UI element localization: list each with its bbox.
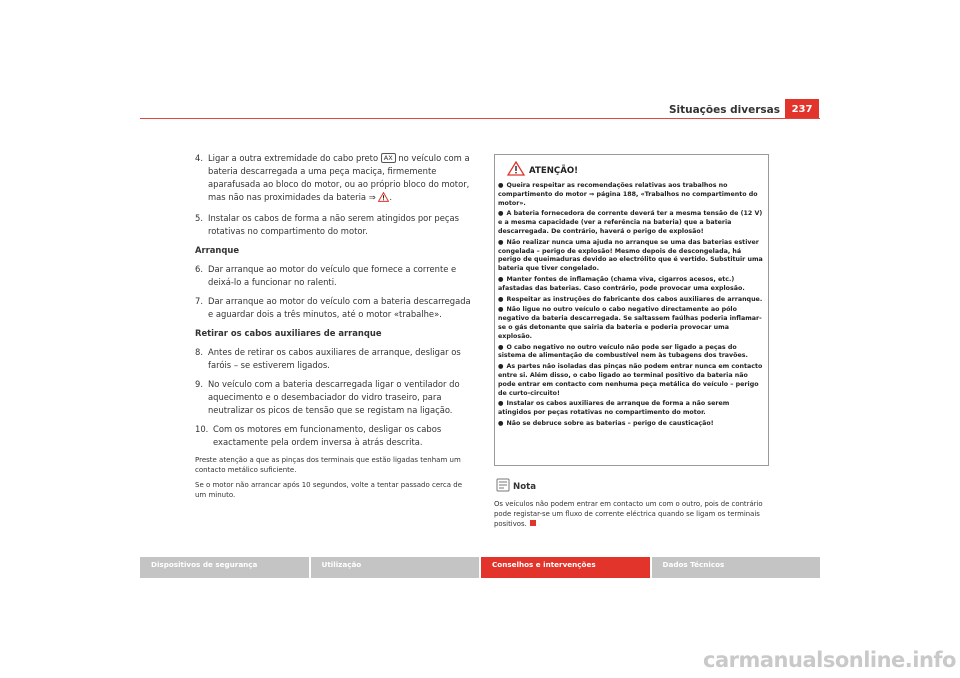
- step-number: 10.: [195, 424, 209, 434]
- terminal-key-label: AX: [381, 153, 396, 163]
- warning-item: [498, 344, 764, 362]
- header-divider: [140, 118, 820, 119]
- step-number: 6.: [195, 264, 203, 274]
- step-text: Dar arranque ao motor do veículo que fornece a corrente e deixá-lo a funcionar no ralenti.: [208, 264, 457, 287]
- warning-item: [498, 363, 764, 398]
- warning-header: [507, 161, 578, 180]
- warning-item-text: Manter fontes de inflamação (chama viva, cigarros acesos, etc.) afastadas das baterias. Caso contrário, pode provocar uma explosão.: [498, 275, 745, 292]
- step-text: Antes de retirar os cabos auxiliares de arranque, desligar os faróis – se estiverem ligados.: [208, 347, 461, 370]
- warning-list: [498, 182, 764, 431]
- warning-item-text: Queira respeitar as recomendações relativas aos trabalhos no compartimento do motor ⇒ página 188, «Trabalhos no compartimento do motor».: [498, 182, 758, 207]
- section-heading-start: Arranque: [195, 245, 239, 255]
- step-text: Com os motores em funcionamento, desligar os cabos exactamente pela ordem inversa à atrás descrita.: [213, 424, 442, 447]
- bullet-icon: ●: [498, 238, 504, 246]
- step-6: [195, 263, 475, 289]
- bullet-icon: ●: [498, 363, 504, 371]
- warning-item: [498, 210, 764, 236]
- warning-item-text: Respeitar as instruções do fabricante dos cabos auxiliares de arranque.: [506, 295, 763, 303]
- step-text: Instalar os cabos de forma a não serem atingidos por peças rotativas no compartimento do motor.: [208, 213, 459, 236]
- warning-item-text: Instalar os cabos auxiliares de arranque de forma a não serem atingidos por peças rotativas no compartimento do motor.: [498, 400, 730, 417]
- bullet-icon: ●: [498, 419, 504, 427]
- step-text-part: Ligar a outra extremidade do cabo preto: [208, 153, 381, 163]
- instructions-column: [195, 152, 475, 505]
- bullet-icon: ●: [498, 400, 504, 408]
- bullet-icon: ●: [498, 182, 504, 189]
- section-heading-remove: Retirar os cabos auxiliares de arranque: [195, 328, 382, 338]
- warning-item: [498, 182, 764, 208]
- step-number: 8.: [195, 347, 203, 357]
- warning-item: [498, 306, 764, 341]
- footer-tab-safety[interactable]: Dispositivos de segurança: [140, 557, 309, 578]
- page-section-title: Situações diversas: [668, 104, 780, 116]
- footer-tab-advice[interactable]: Conselhos e intervenções: [481, 557, 650, 578]
- step-number: 7.: [195, 296, 203, 306]
- page-number-badge: 237: [785, 99, 819, 119]
- warning-item: [498, 239, 764, 274]
- step-7: [195, 295, 475, 321]
- note-text: Os veículos não podem entrar em contacto um com o outro, pois de contrário pode registar-se um fluxo de corrente eléctrica quando se ligam os terminais positivos.: [494, 500, 763, 528]
- warning-item: [498, 420, 764, 429]
- step-10: [195, 423, 475, 449]
- warning-box: [494, 154, 769, 466]
- note-block: [494, 478, 774, 529]
- bullet-icon: ●: [498, 275, 504, 283]
- step-number: 5.: [195, 213, 203, 223]
- warning-item: [498, 296, 764, 305]
- warning-item-text: A bateria fornecedora de corrente deverá ter a mesma tensão de (12 V) e a mesma capacidade (ver a referência na bateria) que a bateria descarregada. De contrário, haverá o perigo de explosão!: [498, 210, 763, 235]
- warning-item-text: O cabo negativo no outro veículo não pode ser ligado a peças do sistema de alimentação de combustível nem às tubagens dos travões.: [498, 343, 748, 360]
- step-text: No veículo com a bateria descarregada ligar o ventilador do aquecimento e o desembaciador do vidro traseiro, para neutralizar os picos de tensão que se registam na ligação.: [208, 379, 460, 415]
- footer-tab-usage[interactable]: Utilização: [311, 557, 480, 578]
- warning-item: [498, 400, 764, 418]
- step-8: [195, 346, 475, 372]
- warning-triangle-icon: [378, 192, 389, 206]
- end-of-section-icon: [530, 520, 536, 526]
- warning-triangle-icon: [507, 161, 525, 180]
- step-4: [195, 152, 475, 206]
- note-book-icon: [496, 478, 510, 495]
- warning-title: ATENÇÃO!: [529, 165, 579, 176]
- watermark-text: carmanualsonline.info: [703, 648, 956, 672]
- step-9: [195, 378, 475, 417]
- bullet-icon: ●: [498, 306, 504, 314]
- step-5: [195, 212, 475, 238]
- warning-item-text: Não realizar nunca uma ajuda no arranque se uma das baterias estiver congelada – perigo de explosão! Mesmo depois de descongelada, há perigo de queimaduras devido ao electrólito que é vertido. Substituir uma bateria que tiver congelado.: [498, 238, 763, 273]
- warning-item-text: As partes não isoladas das pinças não podem entrar nunca em contacto entre si. Além disso, o cabo ligado ao terminal positivo da bateria não pode entrar em contacto com nenhuma peça metálica do veículo – perigo de curto-circuito!: [498, 363, 763, 397]
- small-note: Preste atenção a que as pinças dos terminais que estão ligadas tenham um contacto metálico suficiente.: [195, 456, 461, 474]
- bullet-icon: ●: [498, 210, 504, 218]
- footer-tab-technical-data[interactable]: Dados Técnicos: [652, 557, 821, 578]
- note-header: [496, 478, 774, 495]
- step-text-end: .: [389, 192, 393, 202]
- note-title: Nota: [513, 481, 537, 492]
- small-note: Se o motor não arrancar após 10 segundos, volte a tentar passado cerca de um minuto.: [195, 481, 462, 499]
- step-text: Dar arranque ao motor do veículo com a bateria descarregada e aguardar dois a três minutos, até o motor «trabalhe».: [208, 296, 471, 319]
- bullet-icon: ●: [498, 295, 504, 303]
- warning-item: [498, 276, 764, 294]
- warning-item-text: Não ligue no outro veículo o cabo negativo directamente ao pólo negativo da bateria descarregada. Se saltassem faúlhas poderia inflamar-se o gás detonante que sairia da bateria e poderia provocar uma explosão.: [498, 306, 762, 340]
- footer-nav: [140, 557, 820, 578]
- step-number: 4.: [195, 153, 203, 163]
- step-number: 9.: [195, 379, 203, 389]
- step-text-part: no veículo com a bateria descarregada a uma peça maciça, firmemente aparafusada ao bloco do motor, ou ao próprio bloco do motor, mas não nas proximidades da bateria ⇒: [208, 153, 470, 202]
- warning-item-text: Não se debruce sobre as baterias – perigo de causticação!: [506, 419, 714, 427]
- bullet-icon: ●: [498, 343, 504, 351]
